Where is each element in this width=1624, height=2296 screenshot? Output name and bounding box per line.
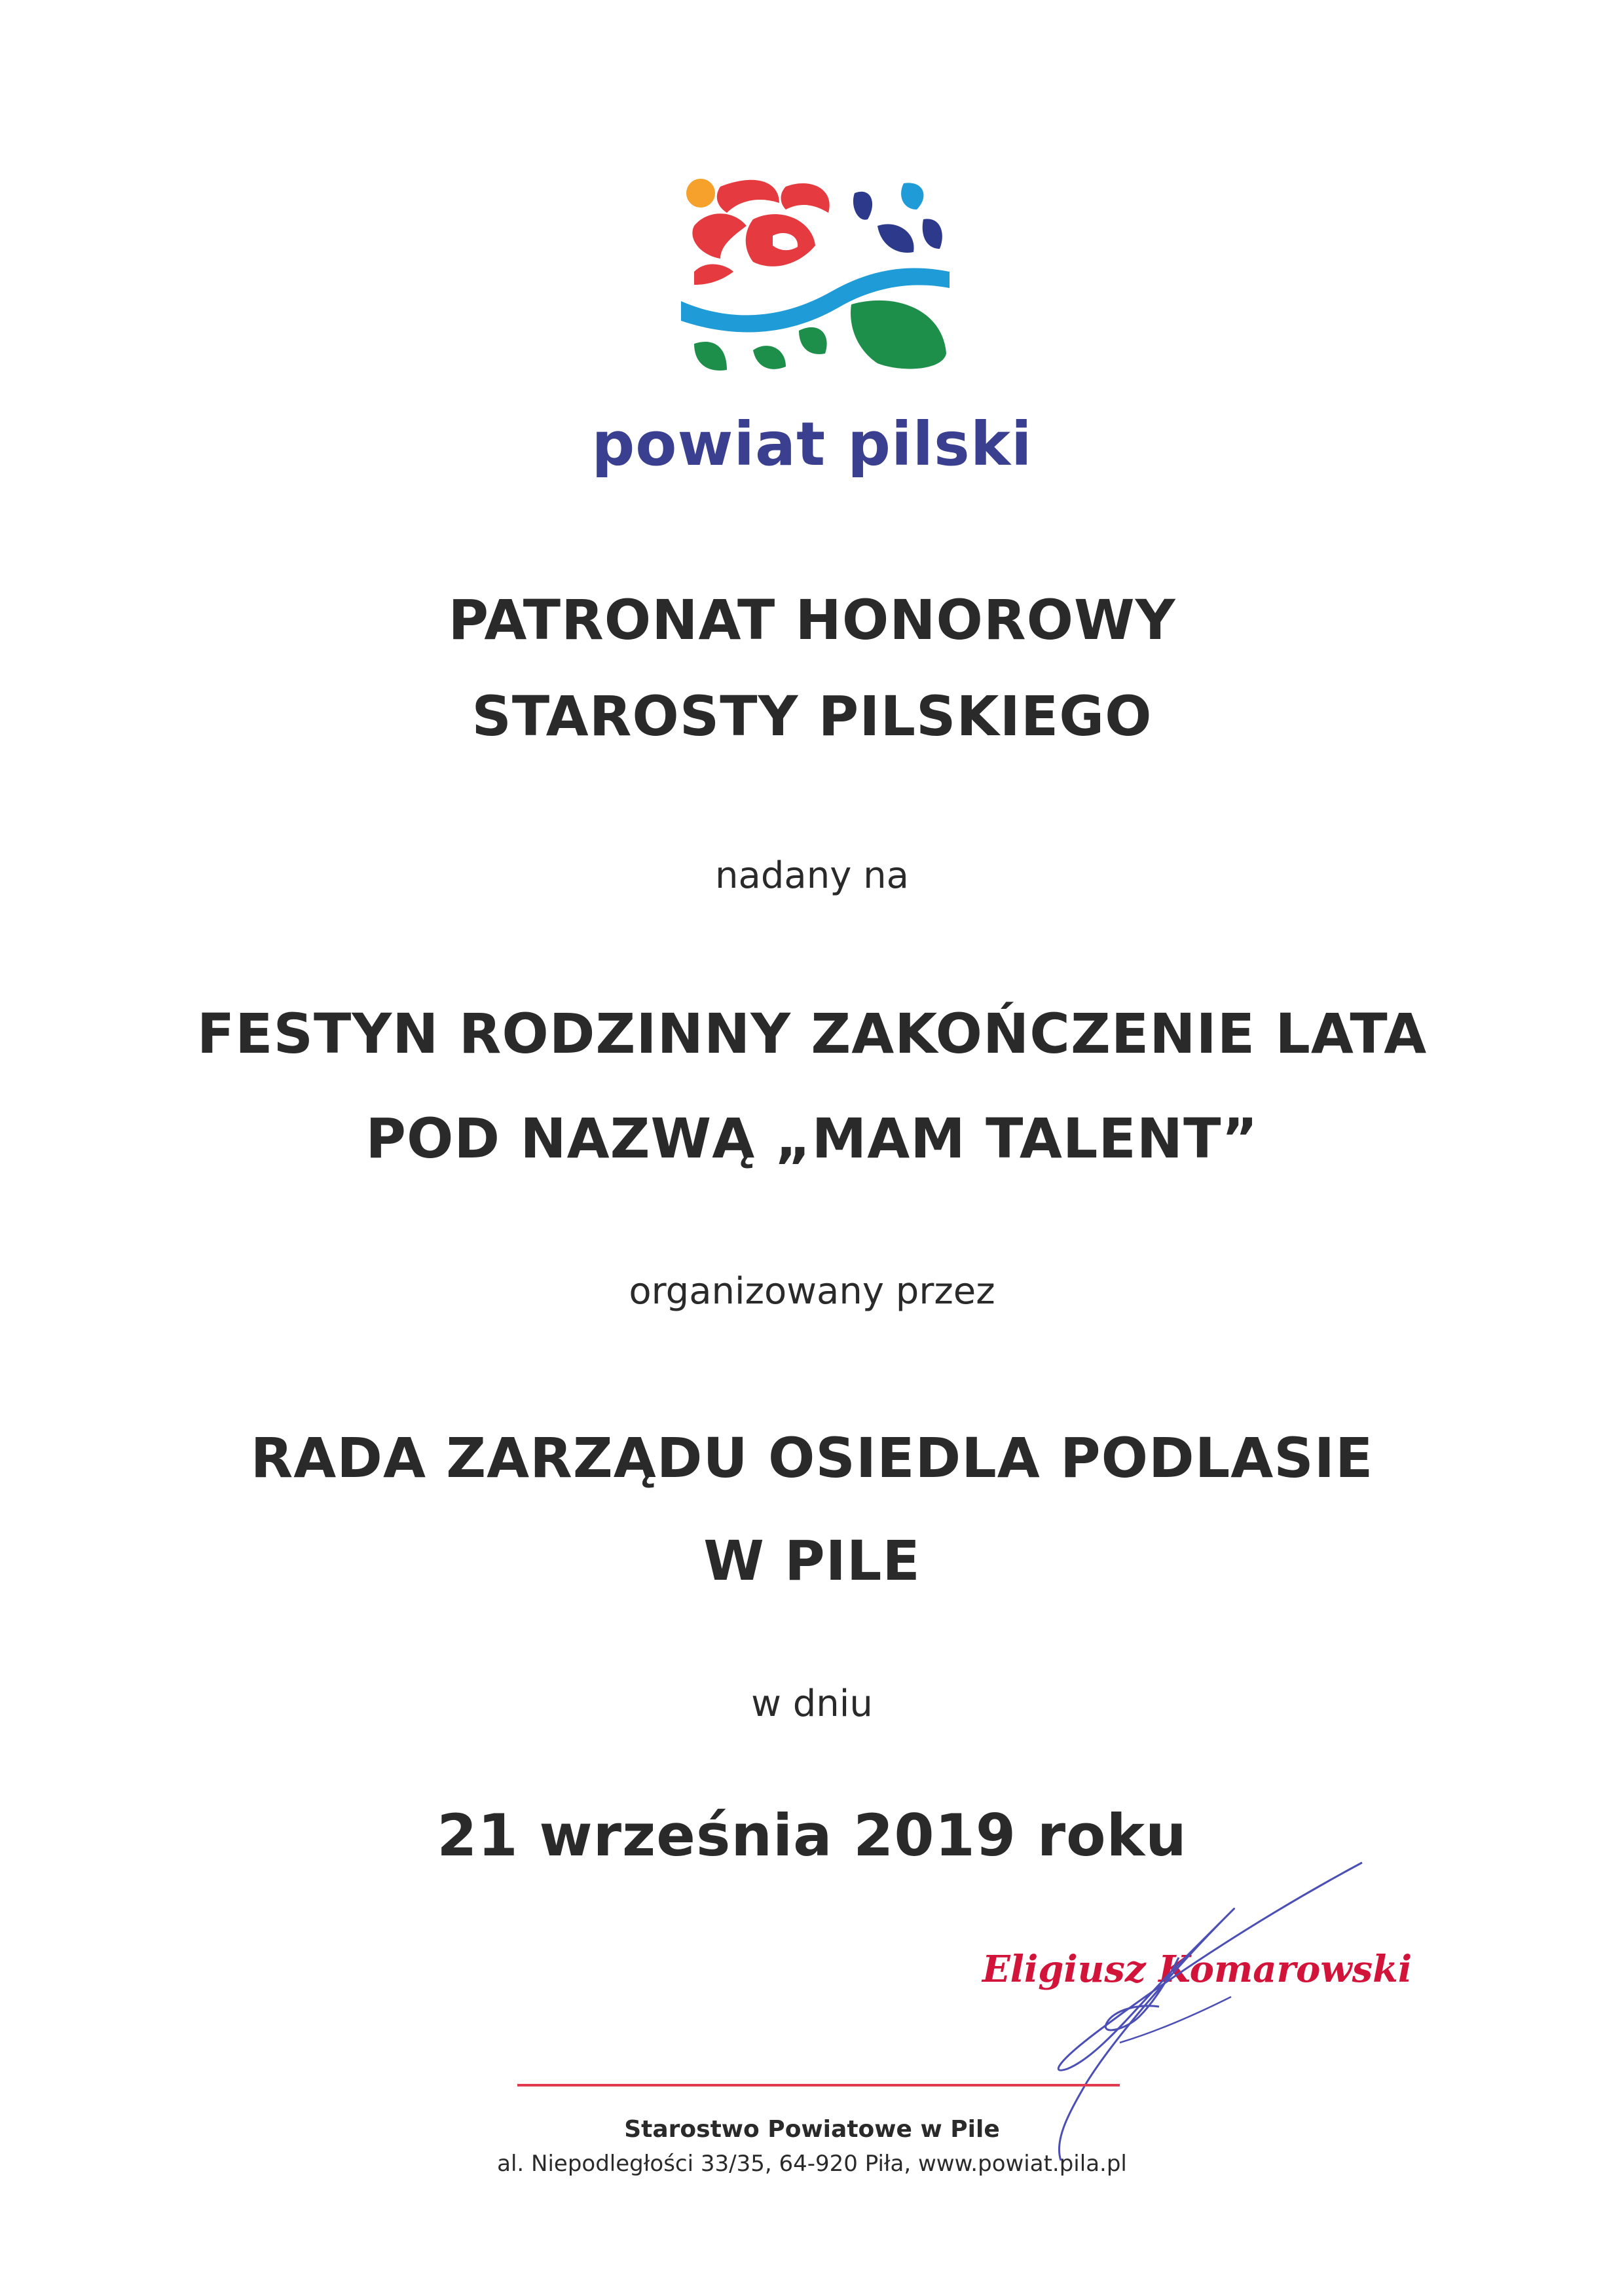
organizer-line-2: W PILE	[703, 1529, 921, 1593]
signatory-name-stamp: Eligiusz Komarowski	[982, 1948, 1412, 1991]
heading-line-2: STAROSTY PILSKIEGO	[471, 684, 1153, 748]
connector-text-granted: nadany na	[715, 854, 909, 897]
connector-text-organized-by: organizowany przez	[629, 1270, 995, 1313]
event-name-line-2: POD NAZWĄ „MAM TALENT”	[365, 1106, 1259, 1171]
powiat-pilski-logo-icon	[681, 173, 950, 376]
footer-address: al. Niepodległości 33/35, 64-920 Piła, www.powiat.pila.pl	[497, 2151, 1127, 2177]
event-name-line-1: FESTYN RODZINNY ZAKOŃCZENIE LATA	[196, 1002, 1428, 1066]
logo-wordmark: powiat pilski	[591, 409, 1033, 479]
organizer-line-1: RADA ZARZĄDU OSIEDLA PODLASIE	[250, 1426, 1374, 1490]
connector-text-on-date: w dniu	[751, 1683, 873, 1725]
footer-institution-name: Starostwo Powiatowe w Pile	[624, 2116, 1000, 2143]
event-date: 21 września 2019 roku	[437, 1802, 1187, 1869]
heading-line-1: PATRONAT HONOROWY	[448, 588, 1176, 652]
footer-divider	[517, 2084, 1120, 2086]
